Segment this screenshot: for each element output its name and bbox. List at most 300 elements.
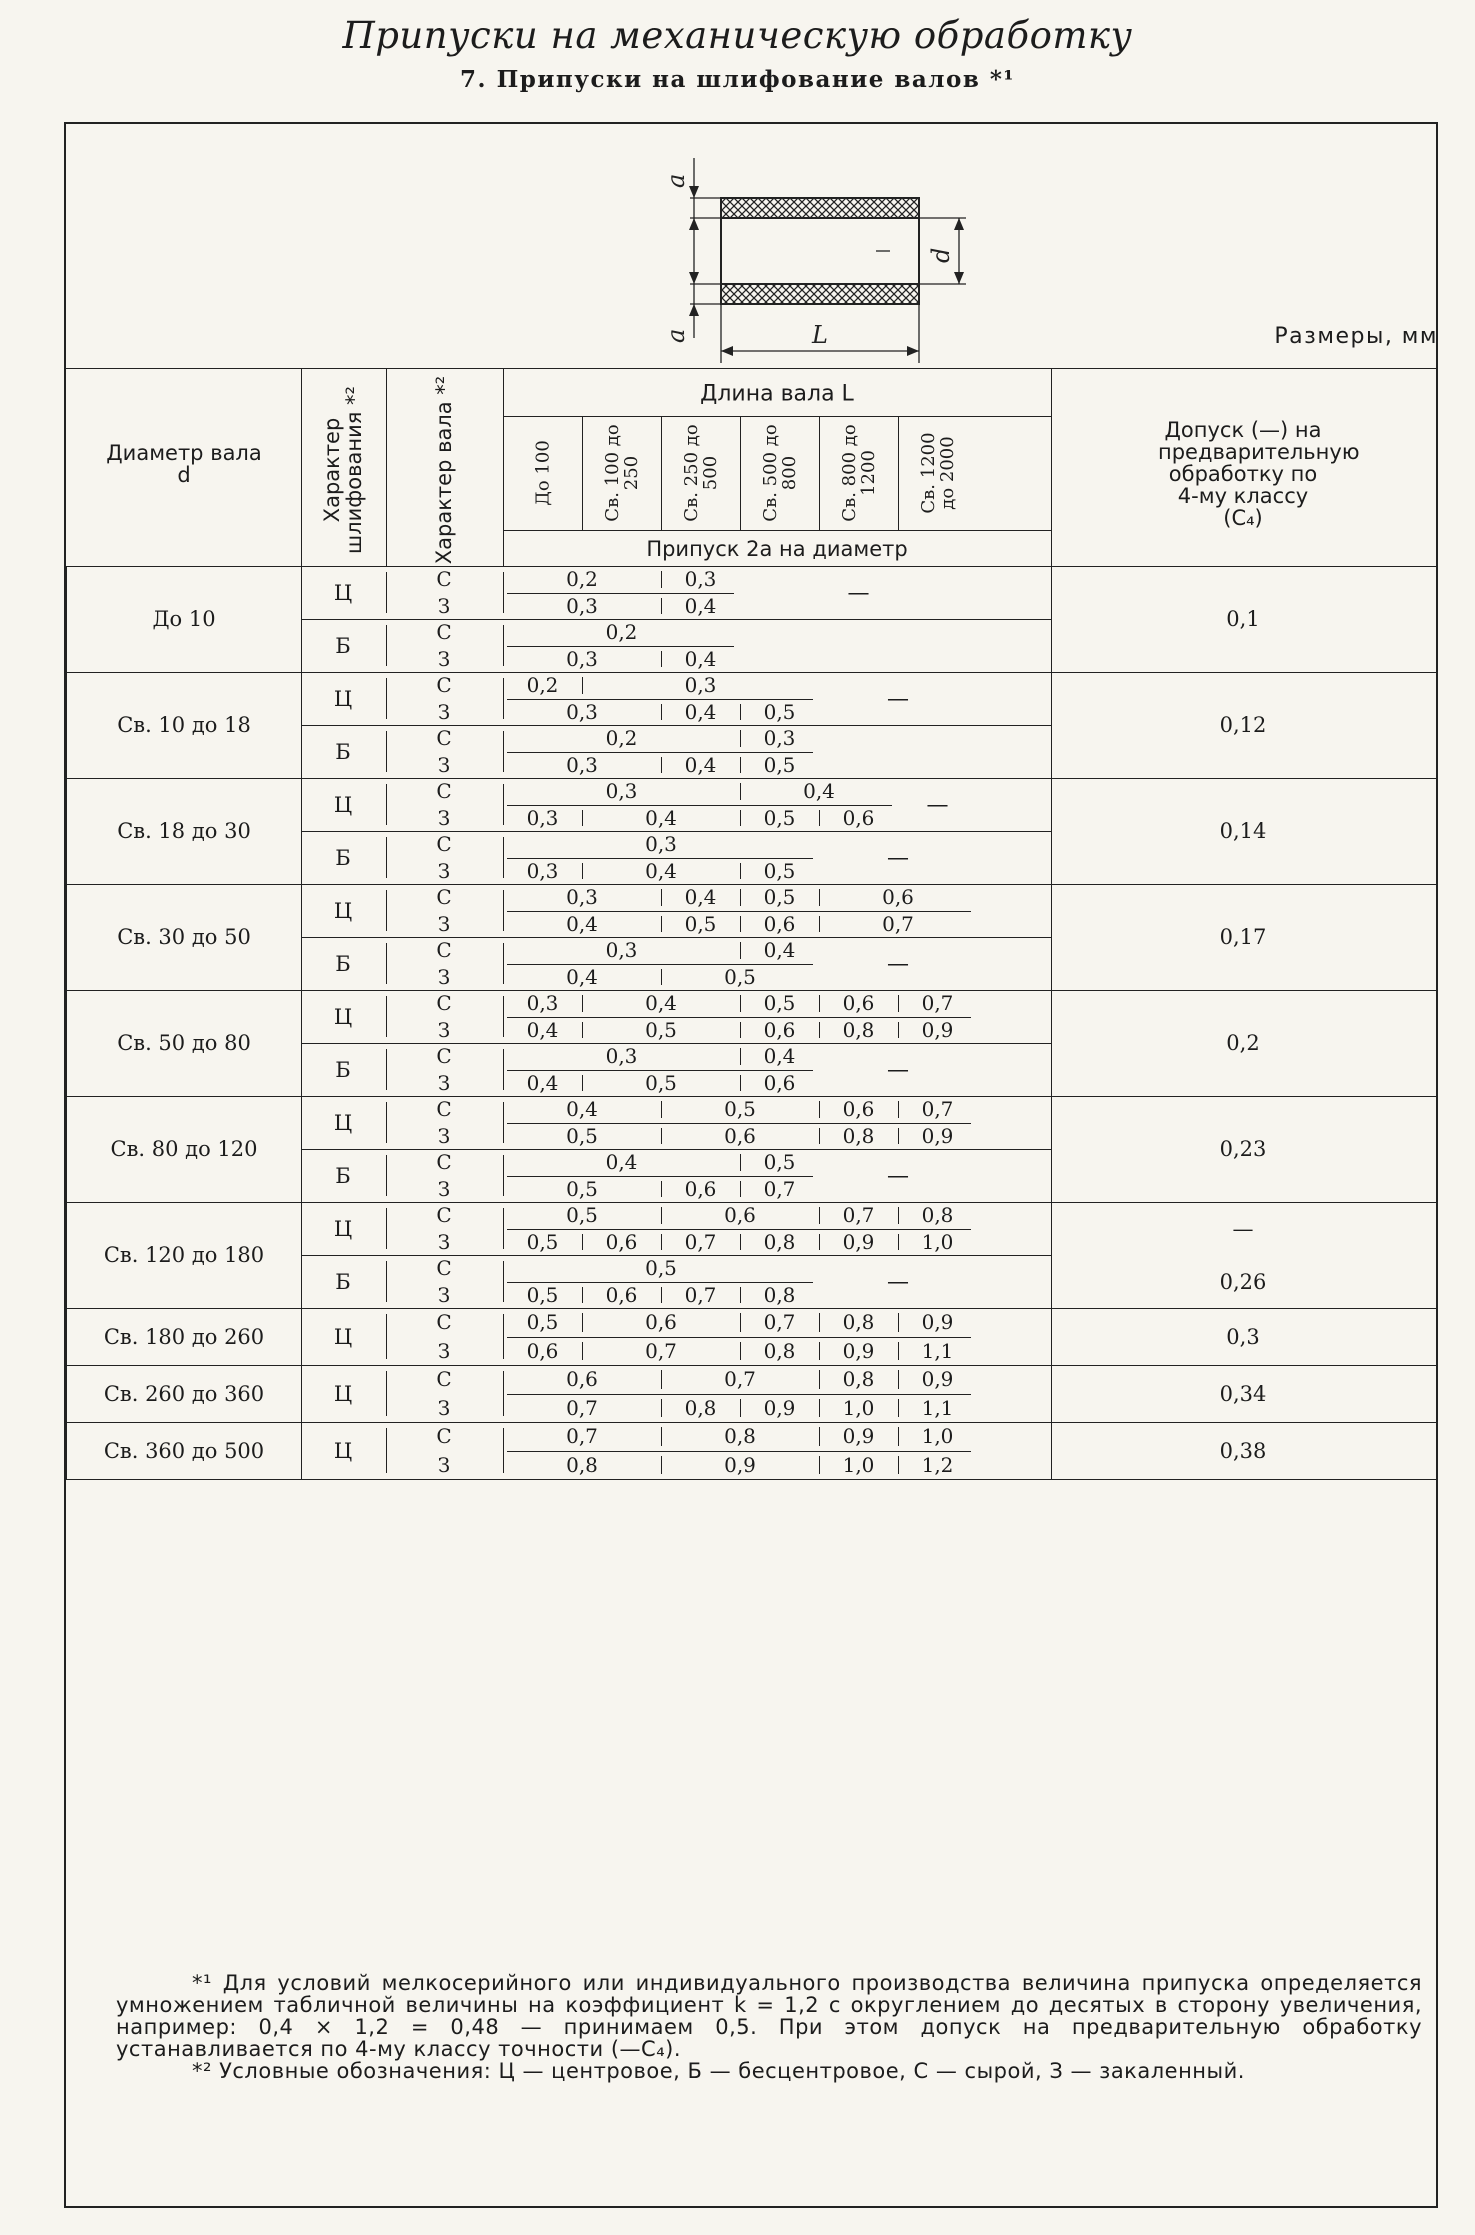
mode-cell: Б: [335, 951, 351, 976]
value-cell: 0,5: [645, 1256, 677, 1281]
row-rule: [507, 805, 892, 806]
group-left-rule: [66, 990, 67, 1096]
header-allowance: Припуск 2a на диаметр: [646, 537, 908, 561]
value-separator: [819, 916, 820, 933]
state-cell: С: [436, 1256, 452, 1281]
header-col-rule: [1051, 368, 1052, 566]
empty-cell-dash: —: [887, 1163, 909, 1188]
group-left-rule: [66, 884, 67, 990]
value-cell: 0,4: [684, 699, 717, 724]
state-cell: С: [436, 991, 452, 1016]
value-cell: 0,2: [605, 726, 638, 751]
state-col-rule: [503, 678, 504, 719]
value-cell: 0,3: [566, 593, 598, 618]
header-tolerance: Допуск (—) на предварительную обработку по 4-му классу (C₄): [1158, 418, 1360, 530]
tolerance-cell: —: [1232, 1216, 1254, 1241]
mode-cell: Ц: [333, 686, 353, 711]
state-col-rule: [503, 837, 504, 878]
mode-col-rule: [386, 1049, 387, 1090]
mode-col-rule: [386, 1314, 387, 1359]
value-separator: [898, 1456, 899, 1475]
header-length-range: До 100: [532, 440, 553, 506]
value-separator: [661, 704, 662, 721]
value-cell: 0,5: [763, 858, 796, 883]
mode-cell: Ц: [333, 898, 353, 923]
value-cell: 0,8: [842, 1123, 875, 1148]
group-left-rule: [66, 1202, 67, 1308]
group-rule: [66, 884, 1436, 885]
value-cell: 0,4: [684, 646, 717, 671]
footnote-2: *² Условные обозначения: Ц — центровое, Б — бесцентровое, С — сырой, З — закаленный.: [192, 2059, 1245, 2083]
state-cell: З: [437, 1229, 451, 1254]
value-cell: 0,4: [566, 964, 598, 989]
value-cell: 0,8: [842, 1310, 875, 1335]
range-col-rule: [740, 416, 741, 530]
state-col-rule: [503, 1371, 504, 1416]
table-caption: 7. Припуски на шлифование валов *¹: [460, 66, 1015, 93]
value-separator: [582, 995, 583, 1012]
header-length-range: Св. 1200 до 2000: [917, 432, 958, 514]
state-cell: З: [437, 1017, 451, 1042]
state-cell: С: [436, 726, 452, 751]
value-cell: 0,5: [763, 991, 796, 1016]
value-cell: 0,7: [724, 1367, 756, 1392]
group-col-rule: [301, 1365, 302, 1422]
value-separator: [582, 1075, 583, 1092]
mode-col-rule: [386, 996, 387, 1037]
value-separator: [740, 783, 741, 800]
value-cell: 0,7: [921, 1097, 954, 1122]
footnotes: [116, 1972, 1422, 2082]
value-cell: 0,5: [526, 1229, 559, 1254]
value-separator: [661, 1128, 662, 1145]
group-col-rule: [301, 1422, 302, 1479]
value-cell: 0,9: [921, 1367, 954, 1392]
value-cell: 0,5: [763, 805, 796, 830]
value-cell: 0,4: [645, 858, 677, 883]
value-cell: 0,8: [763, 1229, 796, 1254]
value-separator: [661, 651, 662, 668]
value-cell: 0,6: [882, 885, 914, 910]
value-cell: 0,3: [684, 567, 717, 592]
mode-col-rule: [386, 1261, 387, 1302]
value-separator: [661, 1234, 662, 1251]
group-left-rule: [66, 1308, 67, 1365]
value-separator: [740, 1342, 741, 1361]
state-cell: С: [436, 620, 452, 645]
value-cell: 0,6: [763, 1070, 796, 1095]
value-separator: [819, 1101, 820, 1118]
value-separator: [819, 1022, 820, 1039]
state-cell: З: [437, 1338, 451, 1363]
group-rule: [66, 990, 1436, 991]
state-col-rule: [503, 1261, 504, 1302]
value-cell: 0,2: [526, 673, 559, 698]
state-cell: С: [436, 1367, 452, 1392]
state-col-rule: [503, 890, 504, 931]
value-separator: [819, 1370, 820, 1389]
label-d: d: [927, 247, 955, 263]
mode-cell: Ц: [333, 1438, 353, 1463]
value-cell: 0,5: [645, 1017, 677, 1042]
value-cell: 0,4: [763, 1044, 796, 1069]
state-cell: З: [437, 805, 451, 830]
value-separator: [740, 704, 741, 721]
state-cell: З: [437, 752, 451, 777]
mode-col-rule: [386, 1155, 387, 1196]
group-tolerance-rule: [1051, 778, 1052, 884]
state-cell: З: [437, 1282, 451, 1307]
group-tolerance-rule: [1051, 884, 1052, 990]
row-rule: [507, 1229, 971, 1230]
value-cell: 0,5: [763, 885, 796, 910]
value-cell: 1,0: [921, 1229, 954, 1254]
value-cell: 0,2: [566, 567, 598, 592]
state-cell: З: [437, 858, 451, 883]
value-cell: 0,7: [684, 1282, 717, 1307]
state-cell: С: [436, 1310, 452, 1335]
mode-cell: Ц: [333, 1110, 353, 1135]
value-cell: 0,8: [724, 1424, 756, 1449]
state-cell: С: [436, 885, 452, 910]
value-separator: [661, 969, 662, 986]
value-cell: 0,4: [645, 991, 677, 1016]
tolerance-cell: 0,1: [1226, 607, 1260, 631]
value-cell: 1,1: [921, 1395, 954, 1420]
value-separator: [819, 1456, 820, 1475]
value-separator: [661, 1101, 662, 1118]
value-cell: 0,4: [684, 752, 717, 777]
value-cell: 0,5: [724, 964, 756, 989]
diameter-cell: Св. 260 до 360: [103, 1381, 265, 1406]
mode-cell: Б: [335, 633, 351, 658]
mode-rule: [301, 937, 1051, 938]
state-cell: С: [436, 1044, 452, 1069]
value-cell: 1,1: [921, 1338, 954, 1363]
range-col-rule: [898, 416, 899, 530]
empty-cell-dash: —: [887, 1057, 909, 1082]
mode-rule: [301, 1043, 1051, 1044]
value-cell: 0,6: [526, 1338, 559, 1363]
value-cell: 0,5: [724, 1097, 756, 1122]
value-cell: 0,4: [526, 1070, 559, 1095]
state-cell: З: [437, 699, 451, 724]
header-length-range: Св. 250 до 500: [680, 424, 721, 522]
value-separator: [661, 889, 662, 906]
value-cell: 0,4: [566, 1097, 598, 1122]
value-separator: [819, 810, 820, 827]
label-a-bottom: a: [662, 328, 690, 343]
value-cell: 0,6: [724, 1123, 756, 1148]
state-cell: С: [436, 673, 452, 698]
value-cell: 0,5: [566, 1203, 598, 1228]
value-separator: [740, 942, 741, 959]
footnote-1: *¹ Для условий мелкосерийного или индивидуального производства величина припуска определяется умножением табличной величины на коэффициент k = 1,2 с округлением до десятых в сторону увеличения, например: 0,4 × 1,2 = 0,48 — принимаем 0,5. При этом допуск на предварительную обработку устанавливается по 4-му классу точности (—C₄).: [116, 1971, 1422, 2061]
value-separator: [898, 995, 899, 1012]
group-tolerance-rule: [1051, 1096, 1052, 1202]
tolerance-cell: 0,2: [1226, 1031, 1260, 1055]
value-separator: [740, 757, 741, 774]
diameter-cell: Св. 18 до 30: [117, 819, 251, 843]
value-cell: 0,7: [566, 1424, 598, 1449]
value-cell: 0,5: [645, 1070, 677, 1095]
state-cell: С: [436, 938, 452, 963]
mode-col-rule: [386, 731, 387, 772]
value-separator: [898, 1370, 899, 1389]
group-left-rule: [66, 778, 67, 884]
value-separator: [661, 757, 662, 774]
state-col-rule: [503, 1102, 504, 1143]
value-cell: 0,7: [684, 1229, 717, 1254]
mode-cell: Ц: [333, 792, 353, 817]
value-separator: [740, 1022, 741, 1039]
value-cell: 0,7: [921, 991, 954, 1016]
value-separator: [898, 1207, 899, 1224]
mode-col-rule: [386, 1371, 387, 1416]
value-separator: [740, 1287, 741, 1304]
state-cell: З: [437, 1070, 451, 1095]
state-col-rule: [503, 1428, 504, 1473]
value-cell: 0,4: [526, 1017, 559, 1042]
mode-col-rule: [386, 943, 387, 984]
group-tolerance-rule: [1051, 1308, 1052, 1365]
state-col-rule: [503, 1314, 504, 1359]
value-separator: [582, 1234, 583, 1251]
header-bottom-rule: [66, 566, 1436, 567]
group-tolerance-rule: [1051, 566, 1052, 672]
value-separator: [582, 1313, 583, 1332]
value-cell: 0,2: [605, 620, 638, 645]
value-cell: 0,7: [763, 1310, 796, 1335]
page-title: Припуски на механическую обработку: [342, 14, 1133, 57]
value-cell: 0,9: [842, 1229, 875, 1254]
state-cell: З: [437, 1176, 451, 1201]
mode-rule: [301, 725, 1051, 726]
shaft-sketch: [626, 138, 1026, 368]
value-separator: [740, 1313, 741, 1332]
value-separator: [582, 810, 583, 827]
row-rule: [507, 964, 813, 965]
value-separator: [819, 1313, 820, 1332]
value-cell: 0,6: [605, 1229, 638, 1254]
mode-cell: Б: [335, 739, 351, 764]
label-l: L: [812, 321, 828, 349]
empty-cell-dash: —: [887, 845, 909, 870]
value-cell: 0,7: [645, 1338, 677, 1363]
state-col-rule: [503, 625, 504, 666]
state-cell: З: [437, 964, 451, 989]
group-rule: [66, 1365, 1436, 1366]
empty-cell-dash: —: [847, 580, 870, 605]
value-separator: [740, 810, 741, 827]
state-cell: С: [436, 567, 452, 592]
value-cell: 0,9: [842, 1338, 875, 1363]
row-rule: [507, 1337, 971, 1338]
value-cell: 0,3: [605, 779, 638, 804]
value-separator: [740, 730, 741, 747]
value-separator: [582, 677, 583, 694]
state-col-rule: [503, 784, 504, 825]
value-separator: [740, 1234, 741, 1251]
value-separator: [819, 1342, 820, 1361]
header-length-range: Св. 100 до 250: [601, 424, 642, 522]
tolerance-cell: 0,3: [1226, 1324, 1260, 1349]
value-cell: 0,3: [566, 646, 598, 671]
group-tolerance-rule: [1051, 1365, 1052, 1422]
tolerance-cell: 0,17: [1219, 925, 1267, 949]
value-separator: [661, 571, 662, 588]
state-col-rule: [503, 1155, 504, 1196]
mode-col-rule: [386, 678, 387, 719]
value-cell: 0,9: [921, 1310, 954, 1335]
value-cell: 0,3: [566, 885, 598, 910]
value-cell: 0,3: [684, 673, 717, 698]
mode-col-rule: [386, 784, 387, 825]
value-separator: [661, 1207, 662, 1224]
state-cell: С: [436, 1097, 452, 1122]
row-rule: [507, 1451, 971, 1452]
diameter-cell: Св. 360 до 500: [103, 1438, 265, 1463]
value-cell: 0,5: [526, 1282, 559, 1307]
mode-cell: Б: [335, 845, 351, 870]
value-cell: 0,6: [842, 991, 875, 1016]
value-cell: 0,8: [842, 1367, 875, 1392]
value-separator: [661, 1287, 662, 1304]
mode-cell: Ц: [333, 1004, 353, 1029]
header-shaft-type: Характер вала *²: [432, 375, 456, 565]
value-cell: 0,3: [763, 726, 796, 751]
value-cell: 0,5: [763, 699, 796, 724]
value-cell: 0,3: [605, 938, 638, 963]
value-separator: [582, 1342, 583, 1361]
value-cell: 1,0: [842, 1452, 875, 1477]
row-rule: [507, 1017, 971, 1018]
value-cell: 0,6: [645, 1310, 677, 1335]
header-top-rule: [66, 368, 1436, 369]
value-separator: [898, 1022, 899, 1039]
value-cell: 0,4: [684, 593, 717, 618]
empty-cell-dash: —: [887, 686, 909, 711]
value-separator: [819, 889, 820, 906]
value-separator: [819, 1128, 820, 1145]
mode-cell: Ц: [333, 1324, 353, 1349]
value-cell: 0,5: [763, 1150, 796, 1175]
mode-rule: [301, 1149, 1051, 1150]
value-cell: 0,9: [763, 1395, 796, 1420]
row-rule: [507, 1394, 971, 1395]
value-separator: [661, 1181, 662, 1198]
group-tolerance-rule: [1051, 1202, 1052, 1308]
value-separator: [740, 995, 741, 1012]
label-a-top: a: [662, 173, 690, 188]
value-cell: 0,6: [763, 1017, 796, 1042]
value-separator: [819, 1207, 820, 1224]
empty-cell-dash: —: [926, 792, 949, 817]
mode-cell: Ц: [333, 1381, 353, 1406]
state-cell: З: [437, 1395, 451, 1420]
header-grind-type: Характер шлифования *²: [320, 386, 366, 554]
mode-cell: Б: [335, 1269, 351, 1294]
tolerance-cell: 0,38: [1219, 1438, 1267, 1463]
tolerance-cell: 0,14: [1219, 819, 1267, 843]
tolerance-cell: 0,26: [1219, 1269, 1267, 1294]
group-rule: [66, 1479, 1436, 1480]
group-col-rule: [301, 1308, 302, 1365]
diameter-cell: Св. 10 до 18: [117, 713, 251, 737]
group-rule: [66, 672, 1436, 673]
value-cell: 0,4: [763, 938, 796, 963]
header-diameter: Диаметр вала d: [106, 441, 262, 487]
group-rule: [66, 1422, 1436, 1423]
group-left-rule: [66, 1365, 67, 1422]
value-cell: 0,6: [842, 805, 875, 830]
state-col-rule: [503, 1049, 504, 1090]
state-cell: С: [436, 1424, 452, 1449]
value-separator: [582, 863, 583, 880]
state-cell: З: [437, 646, 451, 671]
value-cell: 0,9: [842, 1424, 875, 1449]
range-col-rule: [582, 416, 583, 530]
value-cell: 1,0: [921, 1424, 954, 1449]
state-cell: З: [437, 593, 451, 618]
value-separator: [819, 1234, 820, 1251]
value-cell: 0,9: [921, 1017, 954, 1042]
empty-cell-dash: —: [887, 1269, 909, 1294]
value-cell: 0,4: [605, 1150, 638, 1175]
state-cell: С: [436, 779, 452, 804]
diameter-cell: Св. 120 до 180: [103, 1243, 265, 1267]
value-cell: 0,8: [921, 1203, 954, 1228]
value-separator: [740, 1399, 741, 1418]
mode-rule: [301, 619, 1051, 620]
value-cell: 0,3: [566, 699, 598, 724]
value-cell: 0,4: [684, 885, 717, 910]
range-rule: [503, 530, 1051, 531]
value-cell: 0,8: [763, 1282, 796, 1307]
value-cell: 1,2: [921, 1452, 954, 1477]
value-separator: [898, 1234, 899, 1251]
group-left-rule: [66, 1096, 67, 1202]
value-cell: 0,3: [526, 858, 559, 883]
header-length: Длина вала L: [700, 381, 854, 407]
value-cell: 0,3: [645, 832, 677, 857]
value-separator: [898, 1101, 899, 1118]
tolerance-cell: 0,12: [1219, 713, 1267, 737]
value-cell: 0,8: [566, 1452, 598, 1477]
value-cell: 0,3: [605, 1044, 638, 1069]
value-separator: [661, 1456, 662, 1475]
value-cell: 0,5: [763, 752, 796, 777]
value-cell: 0,7: [882, 911, 914, 936]
state-cell: С: [436, 1150, 452, 1175]
mode-col-rule: [386, 1428, 387, 1473]
mode-col-rule: [386, 625, 387, 666]
group-tolerance-rule: [1051, 1422, 1052, 1479]
state-cell: С: [436, 832, 452, 857]
length-rule: [503, 416, 1051, 417]
value-separator: [740, 1181, 741, 1198]
state-col-rule: [503, 572, 504, 613]
table-frame: [64, 122, 1438, 2208]
value-cell: 0,8: [842, 1017, 875, 1042]
value-separator: [740, 1075, 741, 1092]
value-separator: [898, 1128, 899, 1145]
value-cell: 0,4: [803, 779, 835, 804]
header-col-rule: [301, 368, 302, 566]
value-separator: [661, 598, 662, 615]
diameter-cell: До 10: [152, 607, 216, 631]
value-cell: 0,6: [684, 1176, 717, 1201]
